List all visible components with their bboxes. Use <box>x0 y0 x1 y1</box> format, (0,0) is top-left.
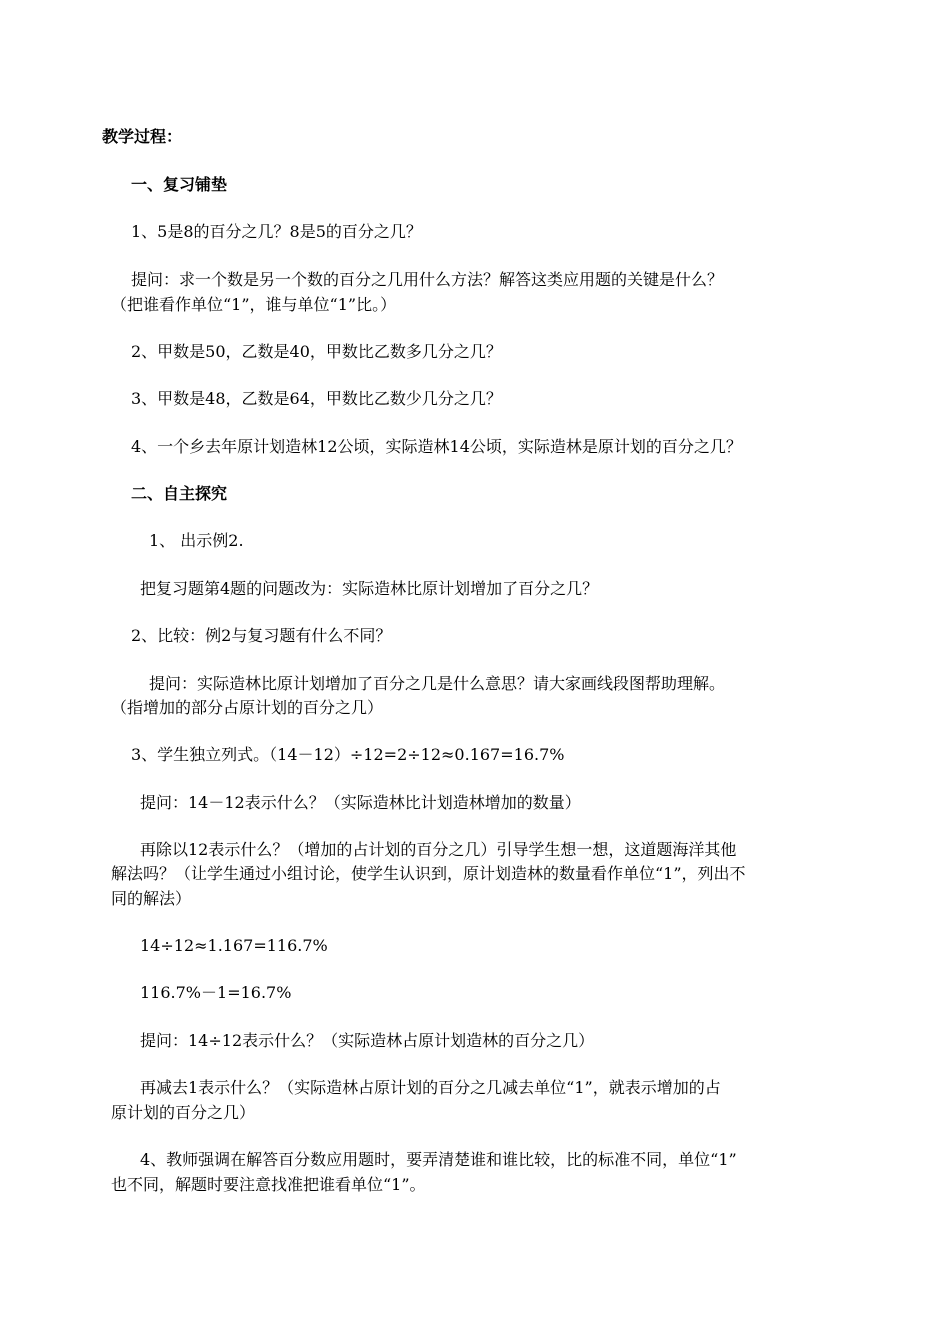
equation-2: 116.7%－1=16.7% <box>140 983 292 1002</box>
explore-prompt-3: 提问：14－12表示什么？（实际造林比计划造林增加的数量） <box>140 793 581 812</box>
doc-title: 教学过程： <box>102 127 183 146</box>
review-prompt-line-2: （把谁看作单位“1”，谁与单位“1”比。） <box>111 295 397 314</box>
explore-step-1: 1、 出示例2. <box>149 531 244 550</box>
paragraph-2-line-2: 原计划的百分之几） <box>111 1103 256 1122</box>
explore-step-1-detail: 把复习题第4题的问题改为：实际造林比原计划增加了百分之几？ <box>140 579 599 598</box>
paragraph-1-line-1: 再除以12表示什么？（增加的占计划的百分之几）引导学生想一想，这道题海洋其他 <box>140 840 737 859</box>
section-heading-review: 一、复习铺垫 <box>131 175 228 194</box>
explore-step-3: 3、学生独立列式。（14－12）÷12=2÷12≈0.167=16.7% <box>131 745 565 764</box>
equation-1: 14÷12≈1.167=116.7% <box>140 936 328 955</box>
explore-prompt-line-1: 提问：实际造林比原计划增加了百分之几是什么意思？请大家画线段图帮助理解。 <box>149 674 726 693</box>
review-question-4: 4、一个乡去年原计划造林12公顷，实际造林14公顷，实际造林是原计划的百分之几？ <box>131 437 742 456</box>
explore-step-4-line-1: 4、教师强调在解答百分数应用题时，要弄清楚谁和谁比较，比的标准不同，单位“1” <box>140 1150 737 1169</box>
paragraph-1-line-3: 同的解法） <box>111 889 192 908</box>
paragraph-1-line-2: 解法吗？（让学生通过小组讨论，使学生认识到，原计划造林的数量看作单位“1”，列出不 <box>111 864 746 883</box>
review-question-2: 2、甲数是50，乙数是40，甲数比乙数多几分之几？ <box>131 342 502 361</box>
explore-step-2: 2、比较：例2与复习题有什么不同？ <box>131 626 392 645</box>
section-heading-explore: 二、自主探究 <box>131 484 228 503</box>
paragraph-2-line-1: 再减去1表示什么？（实际造林占原计划的百分之几减去单位“1”，就表示增加的占 <box>140 1078 721 1097</box>
explore-step-4-line-2: 也不同，解题时要注意找准把谁看单位“1”。 <box>111 1175 426 1194</box>
review-question-1: 1、5是8的百分之几？8是5的百分之几？ <box>131 222 422 241</box>
explore-prompt-line-2: （指增加的部分占原计划的百分之几） <box>111 698 384 717</box>
explore-prompt-4: 提问：14÷12表示什么？（实际造林占原计划造林的百分之几） <box>140 1031 595 1050</box>
review-prompt-line-1: 提问：求一个数是另一个数的百分之几用什么方法？解答这类应用题的关键是什么？ <box>131 270 724 289</box>
review-question-3: 3、甲数是48，乙数是64，甲数比乙数少几分之几？ <box>131 389 502 408</box>
